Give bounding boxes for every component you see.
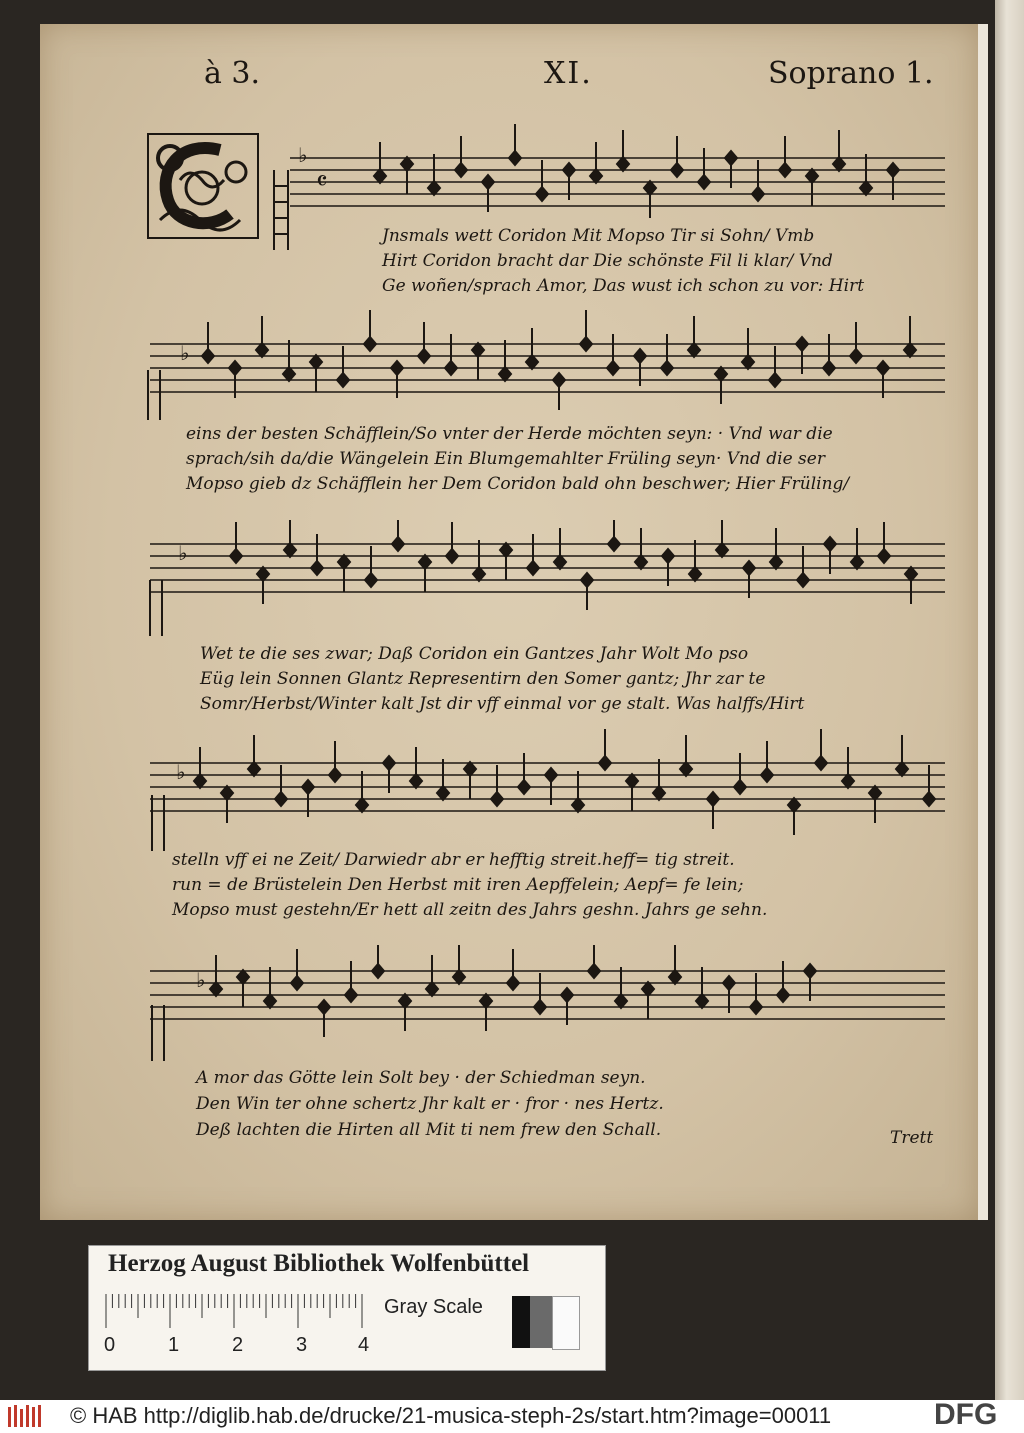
note-head [599,756,611,770]
note-head [804,964,816,978]
note-head [887,163,899,177]
svg-text:♭: ♭ [196,968,206,992]
library-name: Herzog August Bibliothek Wolfenbüttel [108,1250,530,1277]
note-head [662,549,674,563]
note-head [500,543,512,557]
note-head [626,774,638,788]
note-head [275,792,287,806]
note-head [399,994,411,1008]
note-head [715,367,727,381]
note-head [905,567,917,581]
note-head [418,349,430,363]
note-head [796,337,808,351]
decorated-initial-icon [140,130,266,242]
note-head [770,555,782,569]
note-head [607,361,619,375]
note-head [734,780,746,794]
header-voice-part: Soprano 1. [768,56,934,91]
note-head [833,157,845,171]
note-head [310,355,322,369]
note-head [473,567,485,581]
lyric-line: run = de Brüstelein Den Herbst mit iren Aepffelein; Aepf= fe lein; [172,875,744,895]
note-head [860,181,872,195]
note-head [210,982,222,996]
note-head [904,343,916,357]
note-head [337,373,349,387]
note-head [311,561,323,575]
lyric-line: A mor das Götte lein Solt bey · der Schiedman seyn. [196,1068,646,1088]
note-head [455,163,467,177]
note-head [364,337,376,351]
note-head [761,768,773,782]
note-head [338,555,350,569]
note-head [869,786,881,800]
note-head [842,774,854,788]
lyric-line: Jnsmals wett Coridon Mit Mopso Tir si Sohn/ Vmb [382,226,815,246]
note-head [671,163,683,177]
note-head [491,792,503,806]
note-head [437,786,449,800]
note-head [588,964,600,978]
hab-logo-icon [8,1403,44,1429]
note-head [194,774,206,788]
note-head [401,157,413,171]
note-head [534,1000,546,1014]
note-head [284,543,296,557]
ruler-number: 4 [358,1334,370,1356]
note-head [653,786,665,800]
note-head [391,361,403,375]
clef-ladder-icon [270,170,292,250]
lyric-line: Eüg lein Sonnen Glantz Representirn den Somer gantz; Jhr zar te [200,669,766,689]
note-head [428,181,440,195]
note-head [248,762,260,776]
ruler-number: 1 [168,1334,180,1356]
note-head [779,163,791,177]
music-staff-1 [270,118,950,228]
note-head [545,768,557,782]
note-head [615,994,627,1008]
scanner-edge [995,0,1024,1433]
note-head [264,994,276,1008]
note-head [689,567,701,581]
svg-text:♭: ♭ [176,760,186,784]
note-head [365,573,377,587]
note-head [392,537,404,551]
lyric-line: Ge woñen/sprach Amor, Das wust ich schon zu vor: Hirt [382,276,865,296]
note-head [680,762,692,776]
lyric-line: Mopso gieb dz Schäfflein her Dem Coridon bald ohn beschwer; Hier Früling/ [186,474,850,494]
note-head [634,349,646,363]
note-head [581,573,593,587]
note-head [877,361,889,375]
note-head [617,157,629,171]
note-head [345,988,357,1002]
note-head [372,964,384,978]
note-head [329,768,341,782]
note-head [202,349,214,363]
note-head [291,976,303,990]
note-head [302,780,314,794]
note-head [527,561,539,575]
note-head [554,555,566,569]
note-head [480,994,492,1008]
note-head [850,349,862,363]
lyric-line: Wet te die ses zwar; Daß Coridon ein Gantzes Jahr Wolt Mo pso [200,644,749,664]
note-head [716,543,728,557]
music-staff-5 [140,945,950,1065]
note-head [229,361,241,375]
note-head [797,573,809,587]
note-head [851,555,863,569]
note-head [256,343,268,357]
note-head [788,798,800,812]
ruler-number: 3 [296,1334,308,1356]
note-head [445,361,457,375]
note-head [374,169,386,183]
note-head [608,537,620,551]
lyric-line: eins der besten Schäfflein/So vnter der Herde möchten seyn: · Vnd war die [186,424,833,444]
note-head [669,970,681,984]
note-head [752,187,764,201]
lyric-line: Deß lachten die Hirten all Mit ti nem frew den Schall. [196,1120,662,1140]
svg-text:♭: ♭ [298,143,308,167]
note-head [698,175,710,189]
note-head [453,970,465,984]
music-staff-3 [140,520,950,640]
lyric-line: stelln vff ei ne Zeit/ Darwiedr abr er hefftig streit.heff= tig streit. [172,850,735,870]
ruler-number: 0 [104,1334,116,1356]
note-head [509,151,521,165]
note-head [410,774,422,788]
note-head [815,756,827,770]
note-head [644,181,656,195]
note-head [563,163,575,177]
lyric-line: sprach/sih da/die Wängelein Ein Blumgemahlter Früling seyn· Vnd die ser [186,449,825,469]
note-head [426,982,438,996]
ruler-number: 2 [232,1334,244,1356]
note-head [237,970,249,984]
lyric-line: Somr/Herbst/Winter kalt Jst dir vff einmal vor ge stalt. Was halffs/Hirt [200,694,805,714]
note-head [318,1000,330,1014]
note-head [383,756,395,770]
header-voicing: à 3. [204,56,261,91]
note-head [661,361,673,375]
note-head [896,762,908,776]
note-head [723,976,735,990]
note-head [561,988,573,1002]
note-head [707,792,719,806]
svg-text:♭: ♭ [178,541,188,565]
music-staff-2 [140,310,950,420]
lyric-line: Hirt Coridon bracht dar Die schönste Fil li klar/ Vnd [382,251,833,271]
note-head [743,561,755,575]
note-head [446,549,458,563]
note-head [923,792,935,806]
note-head [725,151,737,165]
note-head [696,994,708,1008]
note-head [777,988,789,1002]
note-head [356,798,368,812]
source-url[interactable]: © HAB http://diglib.hab.de/drucke/21-musica-steph-2s/start.htm?image=00011 [70,1403,832,1428]
note-head [499,367,511,381]
gray-swatch-black [512,1296,530,1348]
note-head [526,355,538,369]
note-head [472,343,484,357]
note-head [590,169,602,183]
note-head [823,361,835,375]
note-head [221,786,233,800]
note-head [769,373,781,387]
note-head [878,549,890,563]
svg-text:𝄴: 𝄴 [316,167,328,197]
note-head [464,762,476,776]
gray-swatch-white [552,1296,580,1350]
ruler-scale-icon [100,1292,370,1330]
note-head [572,798,584,812]
note-head [518,780,530,794]
music-staff-4 [140,725,950,855]
note-head [806,169,818,183]
note-head [257,567,269,581]
header-number: XI. [544,56,593,91]
note-head [553,373,565,387]
note-head [536,187,548,201]
note-head [742,355,754,369]
svg-text:♭: ♭ [180,341,190,365]
note-head [482,175,494,189]
gray-scale-label: Gray Scale [384,1296,483,1318]
gray-swatch-mid [530,1296,552,1348]
dfg-logo: DFG [934,1398,998,1431]
lyric-line: Mopso must gestehn/Er hett all zeitn des Jahrs geshn. Jahrs ge sehn. [172,900,768,920]
note-head [635,555,647,569]
note-head [230,549,242,563]
note-head [283,367,295,381]
note-head [688,343,700,357]
note-head [750,1000,762,1014]
note-head [419,555,431,569]
note-head [642,982,654,996]
catchword: Trett [890,1128,934,1148]
note-head [580,337,592,351]
lyric-line: Den Win ter ohne schertz Jhr kalt er · fror · nes Hertz. [196,1094,664,1114]
note-head [507,976,519,990]
note-head [824,537,836,551]
